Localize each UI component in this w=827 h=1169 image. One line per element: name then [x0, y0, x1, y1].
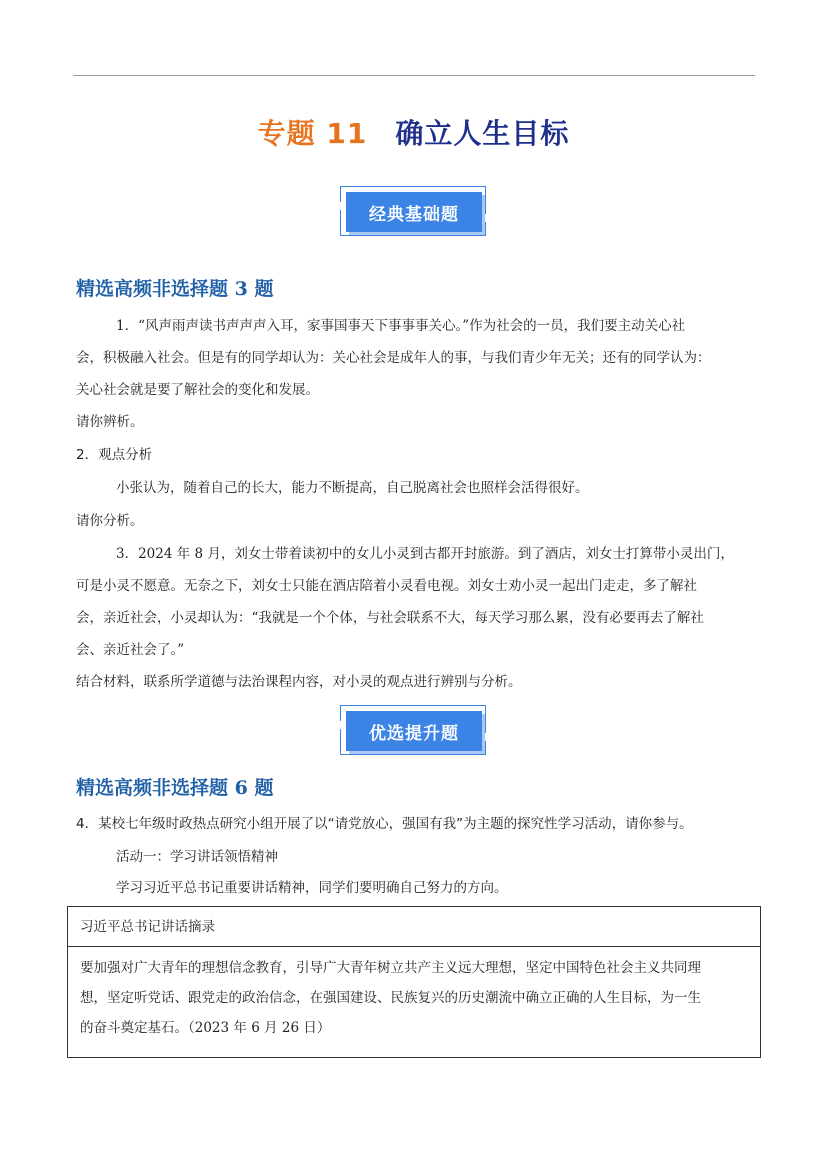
q3-line3: 会，亲近社会，小灵却认为：“我就是一个个体，与社会联系不大，每天学习那么累，没有必要再去了解社 — [76, 610, 704, 626]
page-title — [0, 112, 827, 152]
q4-intro: 学习习近平总书记重要讲话精神，同学们要明确自己努力的方向。 — [116, 880, 508, 896]
q2-head: 2．观点分析 — [76, 447, 153, 463]
speech-excerpt-body — [68, 947, 760, 1043]
speech-excerpt-box — [67, 906, 761, 1058]
header-rule — [73, 75, 755, 76]
badge-advanced — [346, 711, 482, 751]
badge-basic — [346, 192, 482, 232]
q3-line2: 可是小灵不愿意。无奈之下，刘女士只能在酒店陪着小灵看电视。刘女士劝小灵一起出门走走，多了解社 — [76, 578, 697, 594]
q3-line1: 3．2024 年 8 月，刘女士带着读初中的女儿小灵到古都开封旅游。到了酒店，刘女士打算带小灵出门， — [116, 546, 734, 562]
speech-excerpt-title: 习近平总书记讲话摘录 — [68, 907, 760, 947]
q1-line2: 会，积极融入社会。但是有的同学却认为：关心社会是成年人的事，与我们青少年无关；还有的同学认为： — [76, 350, 711, 366]
badge-basic-label: 经典基础题 — [346, 192, 482, 232]
speech-line3: 的奋斗奠定基石。（2023 年 6 月 26 日） — [80, 1020, 331, 1036]
q2-ask: 请你分析。 — [76, 513, 144, 529]
badge-advanced-label: 优选提升题 — [346, 711, 482, 751]
speech-line1: 要加强对广大青年的理想信念教育，引导广大青年树立共产主义远大理想，坚定中国特色社会主义共同理 — [80, 960, 701, 976]
q1-line1: 1．“风声雨声读书声声声入耳，家事国事天下事事事关心。”作为社会的一员，我们要主动关心社 — [116, 318, 686, 334]
q3-ask: 结合材料，联系所学道德与法治课程内容，对小灵的观点进行辨别与分析。 — [76, 674, 522, 690]
speech-line2: 想，坚定听党话、跟党走的政治信念，在强国建设、民族复兴的历史潮流中确立正确的人生目标，为一生 — [80, 990, 701, 1006]
section-heading-1: 精选高频非选择题 3 题 — [76, 278, 274, 300]
q4-activity: 活动一：学习讲话领悟精神 — [116, 849, 278, 865]
q2-line1: 小张认为，随着自己的长大，能力不断提高，自己脱离社会也照样会活得很好。 — [116, 480, 589, 496]
q1-ask: 请你辨析。 — [76, 414, 144, 430]
title-name: 确立人生目标 — [395, 117, 570, 150]
q4-line1: 4．某校七年级时政热点研究小组开展了以“请党放心，强国有我”为主题的探究性学习活动，请你参与。 — [76, 816, 693, 832]
title-topic: 专题 11 — [257, 117, 368, 150]
q3-line4: 会、亲近社会了。” — [76, 642, 185, 658]
q1-line3: 关心社会就是要了解社会的变化和发展。 — [76, 382, 319, 398]
section-heading-2: 精选高频非选择题 6 题 — [76, 777, 274, 799]
